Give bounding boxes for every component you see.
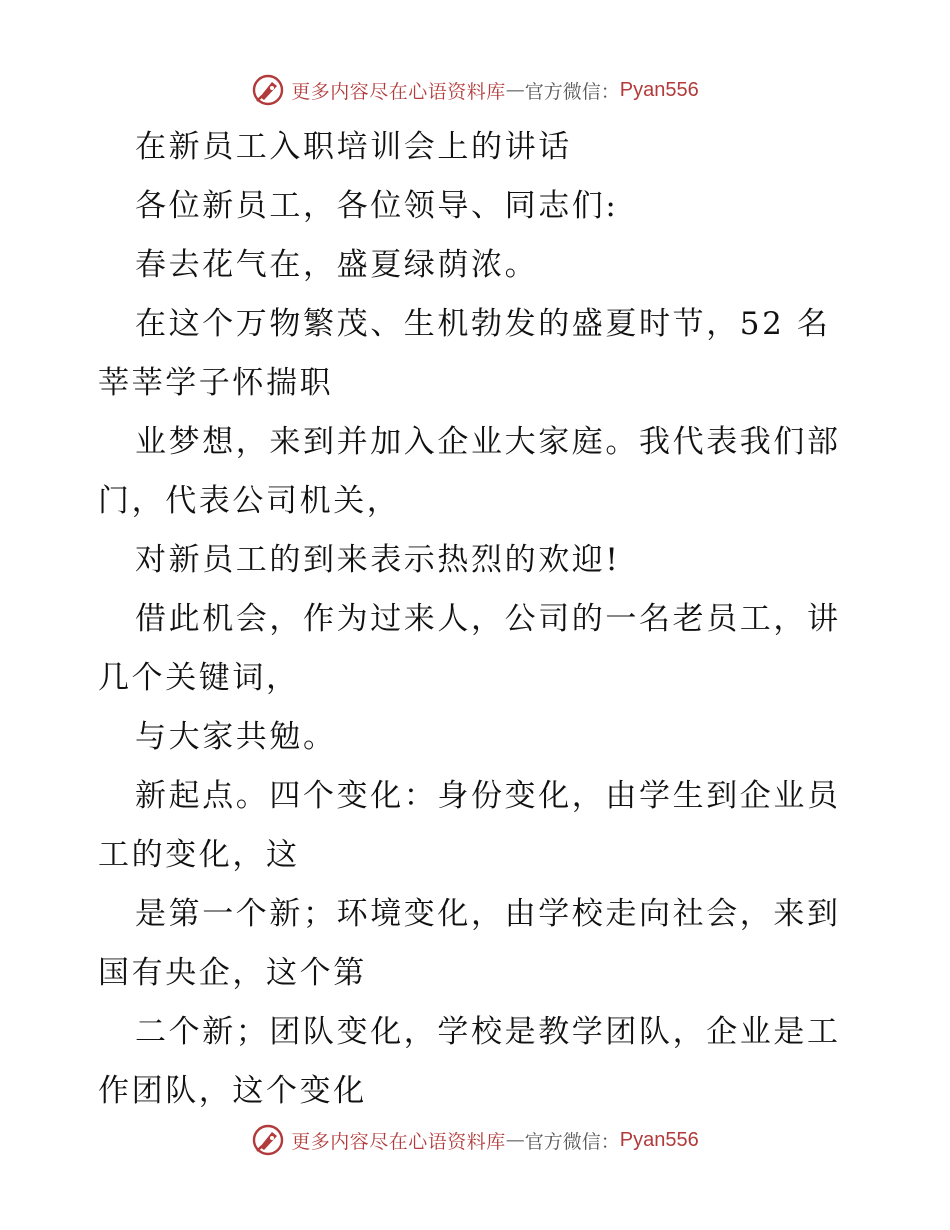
document-body <box>98 118 858 1121</box>
paragraph: 与大家共勉。 <box>135 719 337 755</box>
paragraph: 春去花气在，盛夏绿荫浓。 <box>135 247 539 283</box>
pen-nib-logo-icon <box>251 1123 285 1157</box>
salutation: 各位新员工，各位领导、同志们: <box>135 188 619 224</box>
paragraph: 对新员工的到来表示热烈的欢迎! <box>135 542 621 578</box>
paragraph: 借此机会，作为过来人，公司的一名老员工，讲几个关键词， <box>98 601 841 696</box>
banner-separator: — <box>505 79 525 101</box>
header-banner <box>0 70 950 110</box>
banner-text: 更多内容尽在心语资料库 <box>291 1130 506 1153</box>
banner-contact-label: 官方微信： <box>524 80 620 103</box>
paragraph: 在这个万物繁茂、生机勃发的盛夏时节，52 名莘莘学子怀揣职 <box>98 306 831 401</box>
banner-contact-label: 官方微信： <box>524 1130 620 1153</box>
document-title: 在新员工入职培训会上的讲话 <box>135 129 572 165</box>
paragraph: 业梦想，来到并加入企业大家庭。我代表我们部门，代表公司机关， <box>98 424 841 519</box>
paragraph: 二个新；团队变化，学校是教学团队，企业是工作团队，这个变化 <box>98 1014 841 1109</box>
banner-contact-id: Pyan556 <box>619 78 699 101</box>
paragraph: 新起点。四个变化：身份变化，由学生到企业员工的变化，这 <box>98 778 841 873</box>
banner-separator: — <box>505 1129 525 1151</box>
pen-nib-logo-icon <box>251 73 285 107</box>
banner-text: 更多内容尽在心语资料库 <box>291 80 506 103</box>
banner-contact-id: Pyan556 <box>619 1128 699 1151</box>
paragraph: 是第一个新；环境变化，由学校走向社会，来到国有央企，这个第 <box>98 896 841 991</box>
footer-banner <box>0 1120 950 1160</box>
